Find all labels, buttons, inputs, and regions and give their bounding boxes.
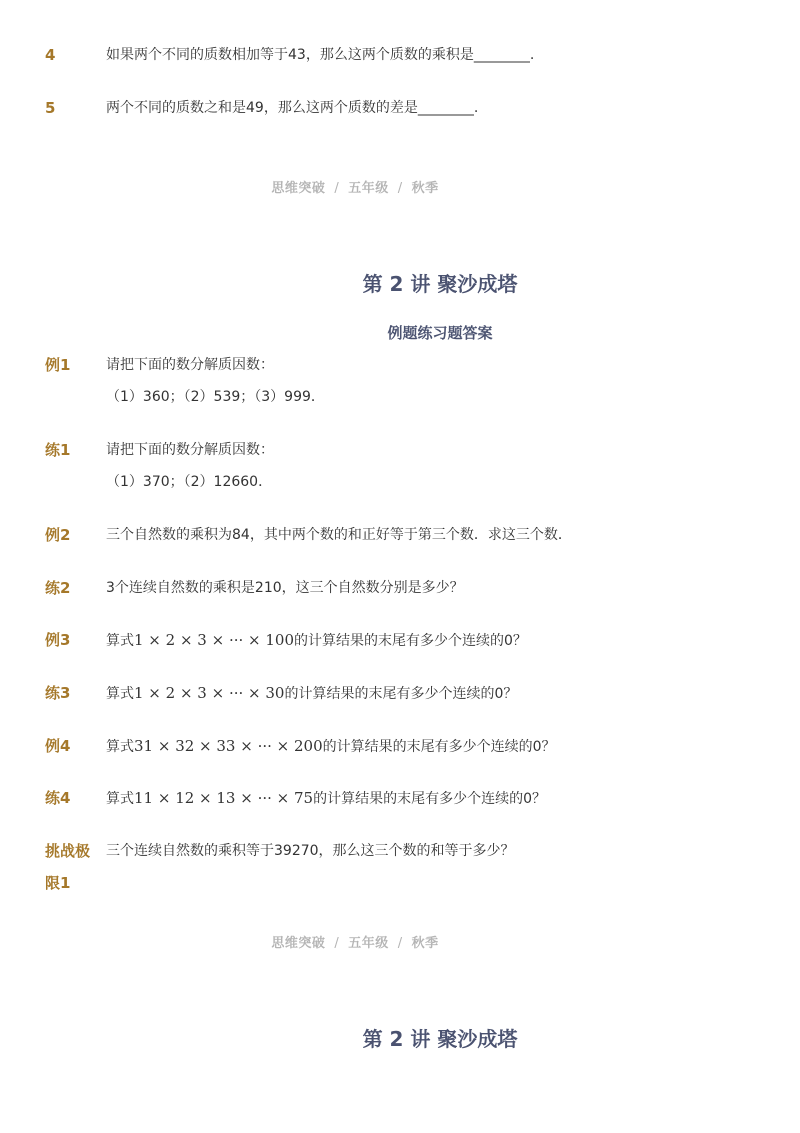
math-expression: 1 × 2 × 3 × ··· × 30 xyxy=(134,684,285,702)
footer-separator: / xyxy=(397,181,403,196)
item-text-pr4 xyxy=(106,787,546,810)
footer-separator: / xyxy=(397,936,403,951)
page-footer xyxy=(0,177,710,196)
footer-grade: 五年级 xyxy=(348,936,389,951)
item-label-ch1-cont: 限1 xyxy=(45,874,71,892)
item-text-ex1: 请把下面的数分解质因数： xyxy=(106,357,274,373)
item-text-ex2: 三个自然数的乘积为84，其中两个数的和正好等于第三个数．求这三个数． xyxy=(106,527,572,543)
item-text-ch1: 三个连续自然数的乘积等于39270，那么这三个数的和等于多少？ xyxy=(106,843,515,859)
math-expression: 1 × 2 × 3 × ··· × 100 xyxy=(134,631,294,649)
item-prefix: 算式 xyxy=(106,633,134,649)
item-suffix: 的计算结果的末尾有多少个连续的0？ xyxy=(293,633,527,649)
problem-text-5: 两个不同的质数之和是49，那么这两个质数的差是________. xyxy=(106,100,479,116)
item-label-ex1: 例1 xyxy=(45,356,71,374)
lecture-title: 第 2 讲 聚沙成塔 xyxy=(362,1027,518,1051)
item-subtext-ex1: （1）360；（2）539；（3）999． xyxy=(106,389,325,405)
item-label-pr1: 练1 xyxy=(45,441,71,459)
footer-season: 秋季 xyxy=(411,181,439,196)
item-prefix: 算式 xyxy=(106,791,134,807)
item-label-ex2: 例2 xyxy=(45,526,71,544)
item-text-ex3 xyxy=(106,629,527,652)
problem-text-4: 如果两个不同的质数相加等于43，那么这两个质数的乘积是________. xyxy=(106,47,535,63)
item-text-pr3 xyxy=(106,682,517,705)
item-label-ch1: 挑战极 xyxy=(45,842,91,860)
item-label-pr2: 练2 xyxy=(45,579,71,597)
item-suffix: 的计算结果的末尾有多少个连续的0？ xyxy=(322,739,556,755)
section-title: 例题练习题答案 xyxy=(387,324,493,342)
item-text-pr2: 3个连续自然数的乘积是210，这三个自然数分别是多少？ xyxy=(106,580,464,596)
footer-series: 思维突破 xyxy=(271,936,326,951)
problem-number-4: 4 xyxy=(45,46,56,64)
item-label-pr3: 练3 xyxy=(45,684,71,702)
problem-number-5: 5 xyxy=(45,99,56,117)
item-label-ex3: 例3 xyxy=(45,631,71,649)
footer-separator: / xyxy=(334,936,340,951)
footer-season: 秋季 xyxy=(411,936,439,951)
item-text-ex4 xyxy=(106,735,556,758)
item-suffix: 的计算结果的末尾有多少个连续的0？ xyxy=(284,686,518,702)
page-footer xyxy=(0,932,710,951)
item-prefix: 算式 xyxy=(106,739,134,755)
item-subtext-pr1: （1）370；（2）12660． xyxy=(106,474,273,490)
item-prefix: 算式 xyxy=(106,686,134,702)
item-suffix: 的计算结果的末尾有多少个连续的0？ xyxy=(313,791,546,807)
footer-grade: 五年级 xyxy=(348,181,389,196)
math-expression: 31 × 32 × 33 × ··· × 200 xyxy=(134,737,323,755)
item-label-pr4: 练4 xyxy=(45,789,71,807)
footer-separator: / xyxy=(334,181,340,196)
math-expression: 11 × 12 × 13 × ··· × 75 xyxy=(134,789,314,807)
item-text-pr1: 请把下面的数分解质因数： xyxy=(106,442,274,458)
footer-series: 思维突破 xyxy=(271,181,326,196)
item-label-ex4: 例4 xyxy=(45,737,71,755)
lecture-title: 第 2 讲 聚沙成塔 xyxy=(362,272,518,296)
